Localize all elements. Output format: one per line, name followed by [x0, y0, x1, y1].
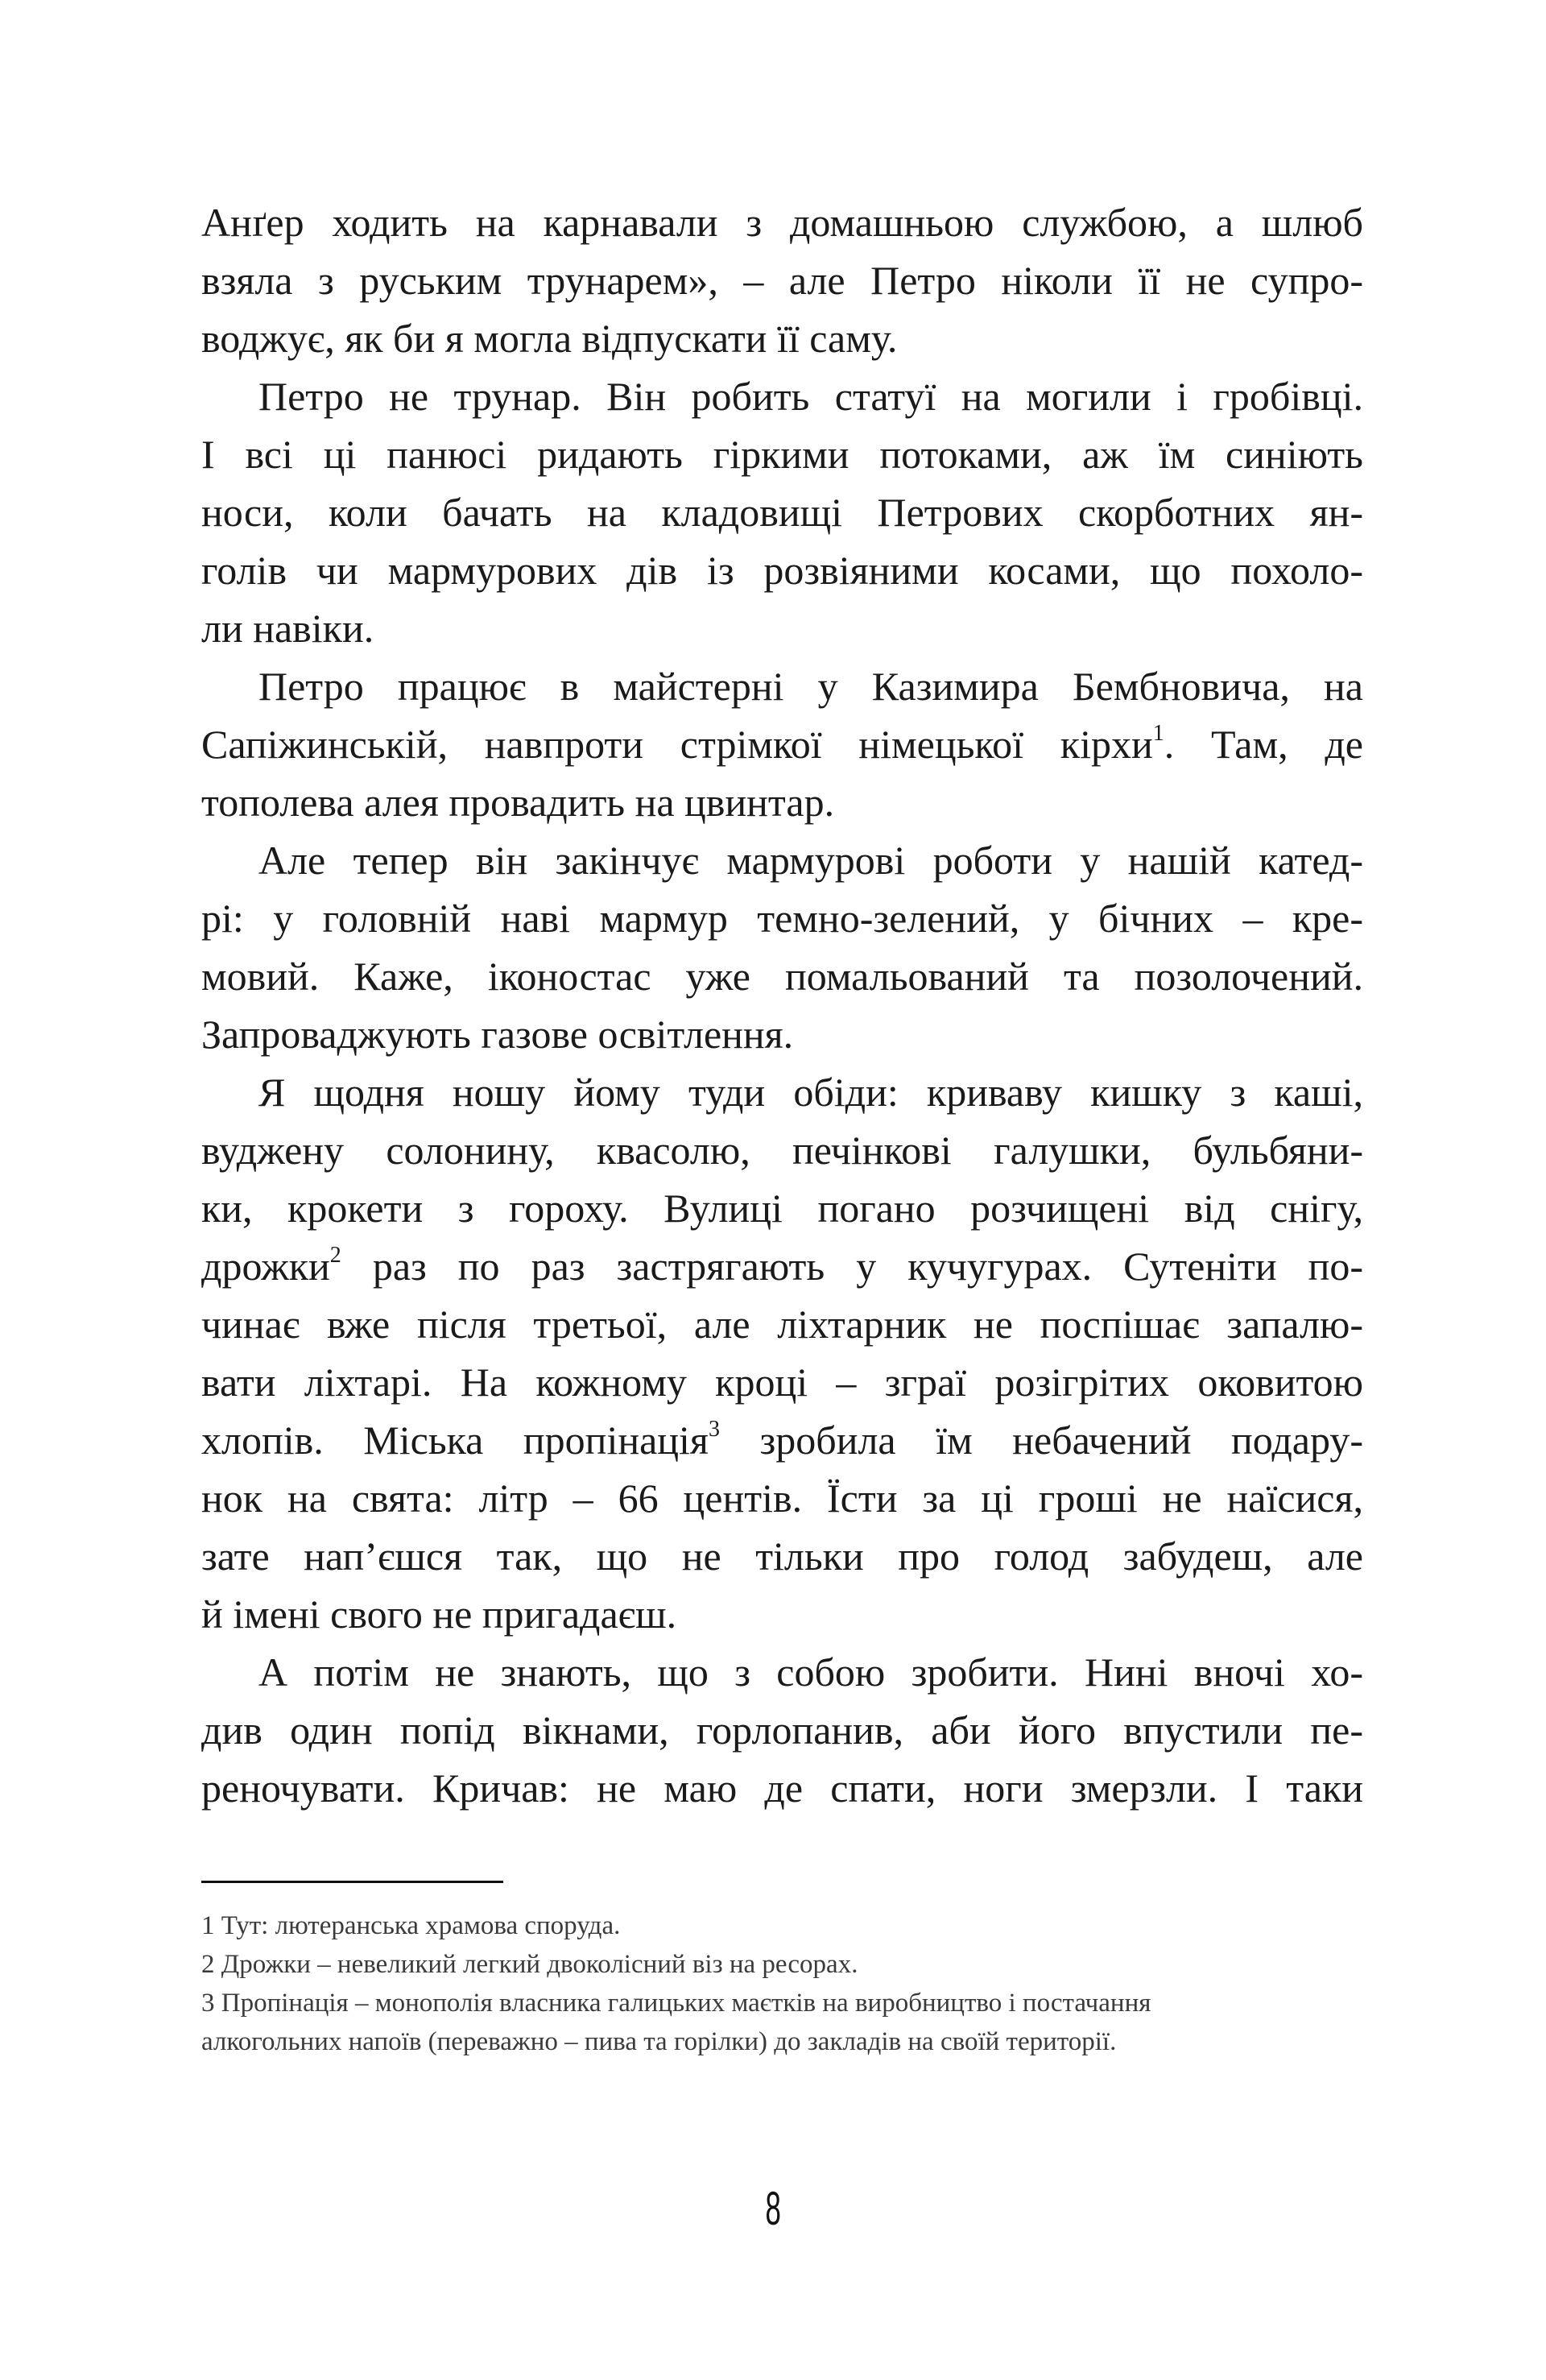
text-segment: Запроваджують газове освітлення. — [201, 1012, 794, 1057]
text-line — [201, 715, 1363, 773]
text-line — [201, 1063, 1363, 1121]
text-line — [201, 367, 1363, 425]
text-line — [201, 1237, 1363, 1295]
text-line — [201, 541, 1363, 599]
footnote-ref[interactable]: 2 — [329, 1243, 341, 1268]
text-line — [201, 1585, 1363, 1643]
text-line — [201, 309, 1363, 367]
text-segment: вати ліхтарі. На кожному кроці – зграї розігрітих оковитою — [201, 1360, 1363, 1405]
text-line — [201, 1353, 1363, 1411]
text-segment: ки, крокети з гороху. Вулиці погано розчищені від снігу, — [201, 1186, 1363, 1231]
footnote-ref[interactable]: 1 — [1152, 721, 1164, 746]
text-segment: й імені свого не пригадаєш. — [201, 1591, 677, 1637]
text-segment: зробила їм небачений подару- — [719, 1418, 1363, 1463]
text-segment: раз по раз застрягають у кучугурах. Сутеніти по- — [341, 1244, 1363, 1289]
body-text — [201, 193, 1363, 1817]
text-segment: ли навіки. — [201, 606, 374, 651]
text-segment: Я щодня ношу йому туди обіди: криваву кишку з каші, — [258, 1070, 1363, 1115]
text-segment: воджує, як би я могла відпускати її саму. — [201, 316, 898, 361]
text-line — [201, 1527, 1363, 1585]
text-line — [201, 831, 1363, 889]
text-line — [201, 1295, 1363, 1353]
footnotes — [201, 1906, 1363, 2061]
footnote: 3 Пропінація – монополія власника галицьких маєтків на виробництво і постачання — [201, 1989, 1151, 2018]
text-segment: мовий. Каже, іконостас уже помальований та позолочений. — [201, 954, 1363, 999]
text-segment: рі: у головній наві мармур темно-зелений, у бічних – кре- — [201, 896, 1363, 941]
text-segment: нок на свята: літр – 66 центів. Їсти за ці гроші не наїсися, — [201, 1476, 1363, 1521]
text-segment: дрожки — [201, 1244, 330, 1289]
text-line — [201, 193, 1363, 251]
text-segment: Анґер ходить на карнавали з домашньою службою, а шлюб — [201, 200, 1363, 245]
text-segment: . Там, де — [1164, 722, 1363, 767]
text-line — [201, 947, 1363, 1005]
footnote: 1 Тут: лютеранська храмова споруда. — [201, 1911, 621, 1940]
text-segment: голів чи мармурових дів із розвіяними косами, що похоло- — [201, 548, 1363, 593]
text-line — [201, 657, 1363, 715]
text-line — [201, 1121, 1363, 1179]
text-line — [201, 1005, 1363, 1063]
text-line — [201, 599, 1363, 657]
footnote: алкогольних напоїв (переважно – пива та горілки) до закладів на своїй території. — [201, 2027, 1117, 2056]
text-segment: Петро не трунар. Він робить статуї на могили і гробівці. — [258, 374, 1363, 419]
text-segment: взяла з руським трунарем», – але Петро ніколи її не супро- — [201, 258, 1363, 303]
text-line — [201, 425, 1363, 483]
text-segment: чинає вже після третьої, але ліхтарник не поспішає запалю- — [201, 1302, 1363, 1347]
text-line — [201, 1701, 1363, 1759]
text-line — [201, 889, 1363, 947]
text-segment: див один попід вікнами, горлопанив, аби його впустили пе- — [201, 1707, 1363, 1753]
text-segment: І всі ці панюсі ридають гіркими потоками, аж їм синіють — [201, 432, 1363, 477]
text-segment: Сапіжинській, навпроти стрімкої німецької кірхи — [201, 722, 1153, 767]
text-segment: зате нап’єшся так, що не тільки про голод забудеш, але — [201, 1534, 1363, 1579]
footnote-ref[interactable]: 3 — [708, 1417, 720, 1442]
text-segment: тополева алея провадить на цвинтар. — [201, 780, 835, 825]
text-line — [201, 251, 1363, 309]
text-line — [201, 1469, 1363, 1527]
page-number-text: 8 — [765, 2183, 781, 2235]
text-segment: хлопів. Міська пропінація — [201, 1418, 709, 1463]
text-line — [201, 773, 1363, 831]
footnote: 2 Дрожки – невеликий легкий двоколісний віз на ресорах. — [201, 1950, 858, 1979]
text-segment: Але тепер він закінчує мармурові роботи у нашій катед- — [258, 838, 1363, 883]
text-segment: А потім не знають, що з собою зробити. Нині вночі хо- — [258, 1649, 1363, 1695]
page-number — [0, 2183, 1546, 2236]
text-segment: Петро працює в майстерні у Казимира Бембновича, на — [258, 664, 1363, 709]
footnote-divider — [201, 1881, 503, 1883]
text-line — [201, 1643, 1363, 1701]
text-line — [201, 483, 1363, 541]
text-segment: носи, коли бачать на кладовищі Петрових скорботних ян- — [201, 490, 1363, 535]
text-segment: реночувати. Кричав: не маю де спати, ноги змерзли. І таки — [201, 1765, 1363, 1811]
text-line — [201, 1759, 1363, 1817]
text-segment: вуджену солонину, квасолю, печінкові галушки, бульбяни- — [201, 1128, 1363, 1173]
text-line — [201, 1411, 1363, 1469]
text-line — [201, 1179, 1363, 1237]
